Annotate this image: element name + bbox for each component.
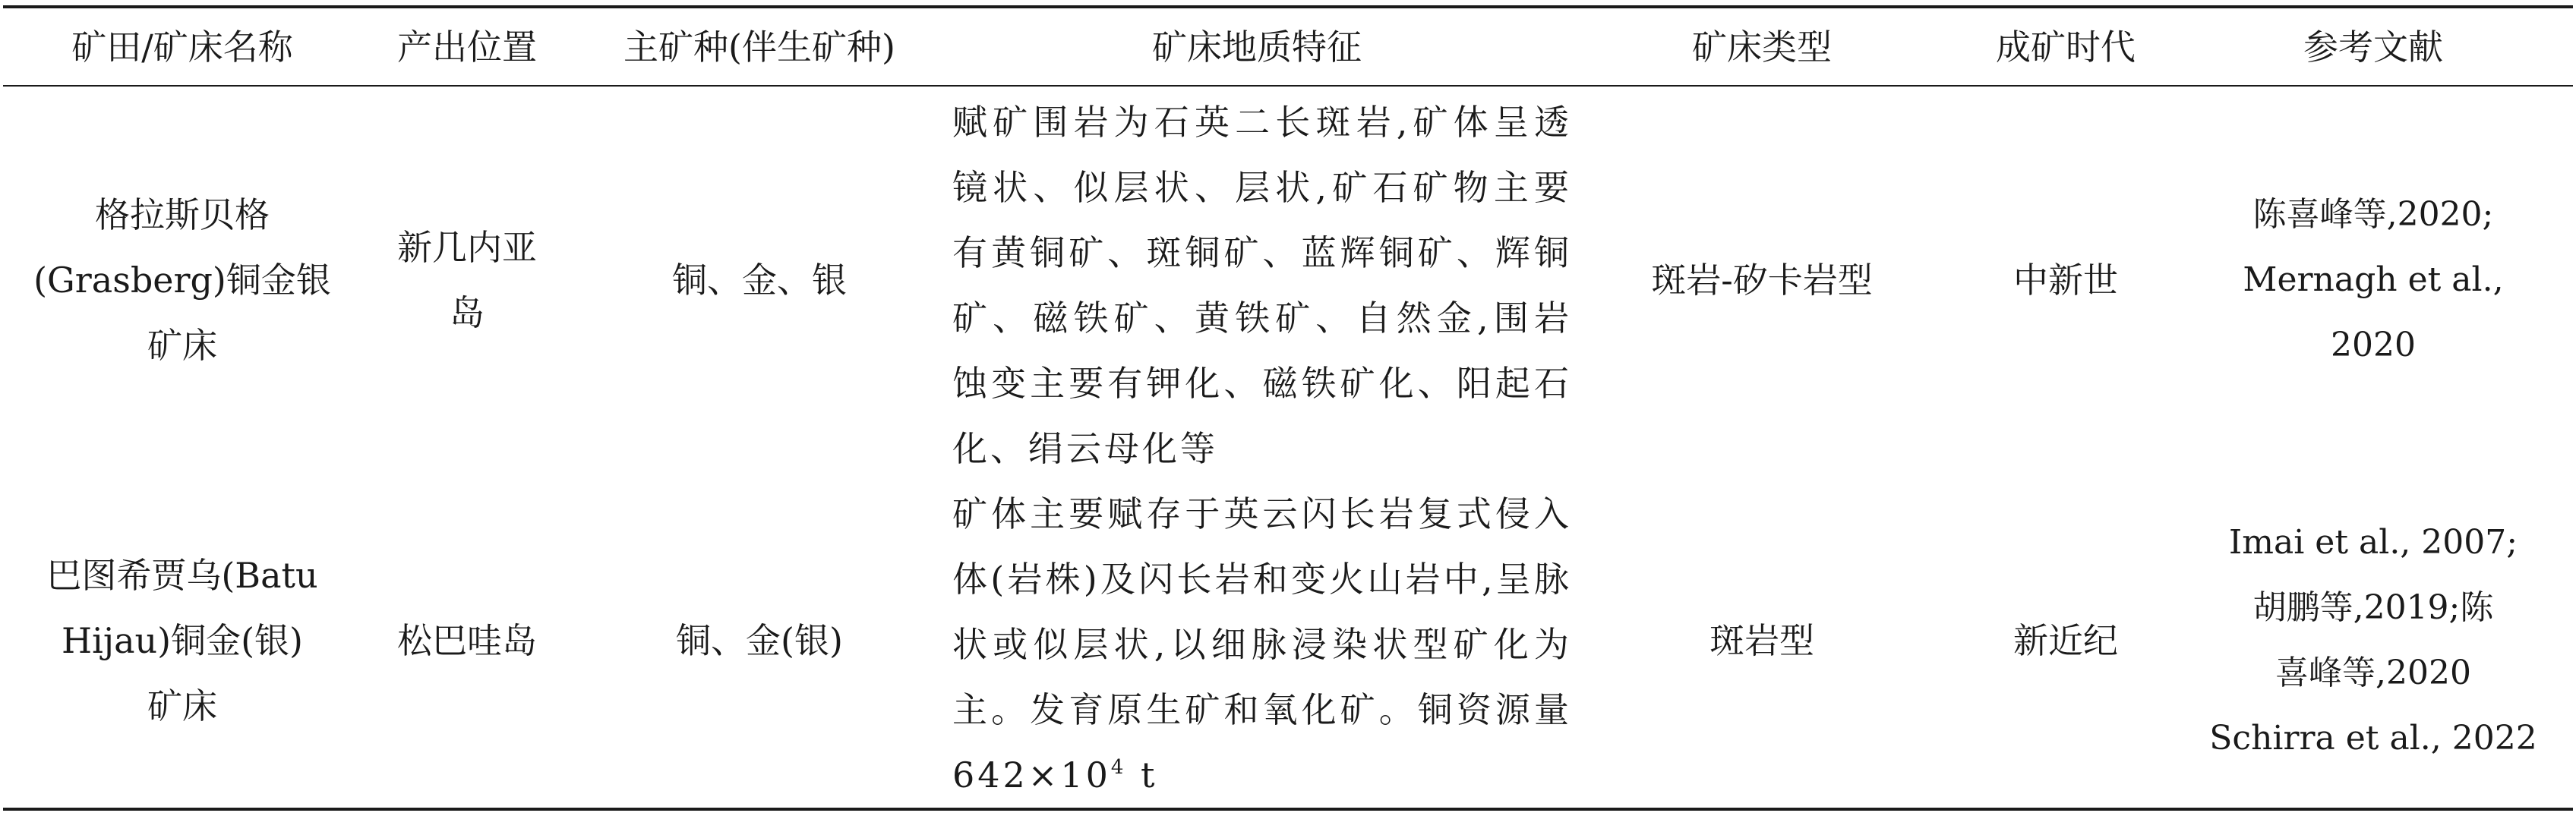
name-line: 矿床 (147, 325, 217, 366)
table-row-2-name (8, 474, 357, 808)
reference-line: Imai et al., 2007; (2228, 523, 2518, 562)
name-line: 矿床 (147, 685, 217, 726)
table-row-2-type: 斑岩型 (1709, 620, 1814, 661)
table-bottom-rule (3, 808, 2573, 811)
exponent-superscript: 4 (1110, 756, 1127, 779)
location-line: 岛 (450, 292, 485, 333)
header-deposit-name: 矿田/矿床名称 (71, 26, 293, 68)
name-line: (Grasberg)铜金银 (33, 260, 331, 301)
header-location: 产出位置 (397, 26, 537, 68)
header-minerals: 主矿种(伴生矿种) (623, 26, 895, 68)
reference-line: 喜峰等,2020 (2275, 654, 2471, 692)
geology-main-text: 矿体主要赋存于英云闪长岩复式侵入体(岩株)及闪长岩和变火山岩中,呈脉状或似层状,以细脉浸染状型矿化为主。发育原生矿和氧化矿。铜资源量642×10 (952, 493, 1572, 796)
header-deposit-type: 矿床类型 (1692, 26, 1832, 68)
reference-line: 胡鹏等,2019;陈 (2252, 588, 2494, 627)
name-line: Hijau)铜金(银) (62, 620, 303, 661)
reference-line: 2020 (2331, 326, 2416, 364)
table-row-1-minerals: 铜、金、银 (672, 260, 847, 301)
reference-line: Mernagh et al., (2243, 260, 2504, 299)
table-row-2-location: 松巴哇岛 (397, 620, 537, 661)
unit-text: t (1126, 755, 1158, 796)
table-row-1-type: 斑岩-矽卡岩型 (1651, 260, 1873, 301)
table-row-1-location (357, 87, 577, 474)
reference-line: 陈喜峰等,2020; (2252, 195, 2494, 234)
table-row-1-name (8, 87, 357, 474)
header-age: 成矿时代 (1996, 26, 2136, 68)
name-line: 格拉斯贝格 (94, 194, 270, 235)
table-row-2-references (2180, 474, 2567, 808)
reference-line: Schirra et al., 2022 (2209, 719, 2537, 758)
table-row-1-geology (942, 87, 1572, 474)
geology-text (942, 474, 1572, 808)
name-line: 巴图希贾乌(Batu (46, 555, 318, 596)
table-row-1-references (2180, 87, 2567, 474)
header-references: 参考文献 (2303, 26, 2443, 68)
table-row-2-minerals: 铜、金(银) (676, 620, 843, 661)
location-line: 新几内亚 (397, 227, 537, 268)
table-row-2-age: 新近纪 (2013, 620, 2118, 661)
table-row-2-geology (942, 474, 1572, 808)
table-row-1-age: 中新世 (2013, 260, 2118, 301)
header-geology: 矿床地质特征 (1152, 26, 1362, 68)
geology-text: 赋矿围岩为石英二长斑岩,矿体呈透镜状、似层状、层状,矿石矿物主要有黄铜矿、斑铜矿、蓝辉铜矿、辉铜矿、磁铁矿、黄铁矿、自然金,围岩蚀变主要有钾化、磁铁矿化、阳起石化、绢云母化等 (952, 102, 1572, 469)
